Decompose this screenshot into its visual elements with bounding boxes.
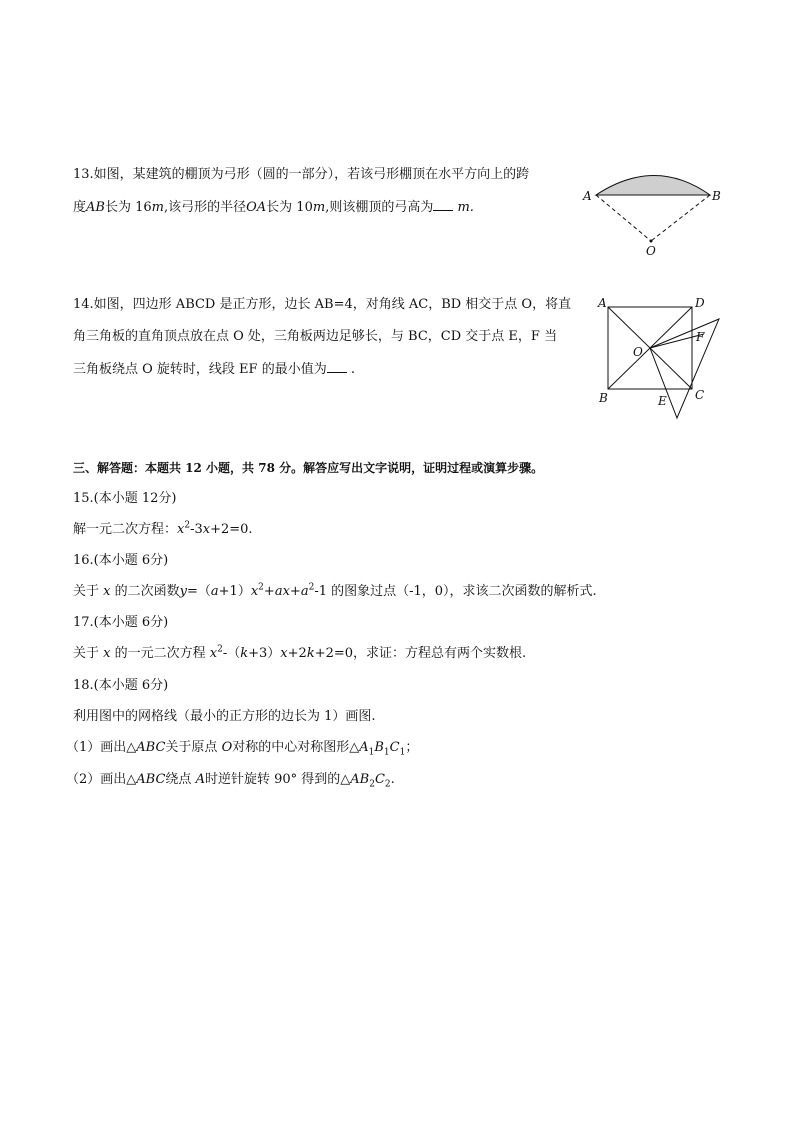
q18-head: 18.(本小题 6分)	[73, 678, 169, 693]
q18-text: （2）画出△	[66, 772, 137, 787]
label-o: O	[646, 244, 656, 258]
q13-unit-end: m.	[457, 200, 474, 215]
q15-sup: 2	[184, 520, 191, 531]
label-b: B	[599, 391, 608, 405]
section-heading: 三、解答题：本题共 12 小题，共 78 分。解答应写出文字说明，证明过程或演算步骤。	[73, 461, 544, 475]
q17-text: +3）	[248, 646, 281, 661]
q13-line-2	[73, 198, 474, 217]
q13-text: 度	[73, 200, 87, 215]
q18-text: 对称的中心对称图形△	[232, 740, 360, 755]
q16-text: +	[289, 584, 301, 599]
q18-sub: 2	[369, 779, 375, 790]
q17-text: -（	[222, 646, 241, 661]
q15-head: 15.(本小题 12分)	[73, 491, 177, 506]
q16-text: 的二次函数	[110, 584, 180, 599]
q13-text: ,该弓形的半径	[163, 200, 247, 215]
q15-text: +2=0.	[210, 522, 253, 537]
q16-text: +1）	[218, 584, 251, 599]
q16-body	[73, 583, 597, 601]
q18-sub: 1	[368, 747, 375, 758]
q16-sup: 2	[258, 582, 264, 593]
label-b: B	[712, 189, 721, 203]
q16-head: 16.(本小题 6分)	[73, 553, 169, 568]
q15-var: x	[202, 522, 211, 537]
q16-var: y	[179, 584, 187, 599]
radius-oa	[596, 195, 651, 241]
q15-text: 解一元二次方程：	[73, 522, 178, 537]
q14-text: 三角板绕点 O 旋转时，线段 EF 的最小值为	[73, 362, 327, 377]
center-point	[650, 240, 653, 243]
q16-text: -1 的图象过点（-1，0），求该二次函数的解析式.	[314, 584, 597, 599]
q14-figure	[592, 292, 732, 422]
q14-line-2: 角三角板的直角顶点放在点 O 处，三角板两边足够长，与 BC，CD 交于点 E，F 当	[73, 329, 558, 344]
q17-var: k	[306, 646, 315, 661]
q18-var: O	[221, 740, 233, 755]
q13-figure	[580, 160, 730, 260]
label-c: C	[695, 388, 705, 402]
q16-text: =（	[186, 584, 211, 599]
q17-var: x	[103, 646, 111, 661]
q18-var: C	[389, 740, 400, 755]
arc-segment	[596, 176, 710, 196]
q18-text: 关于原点	[165, 740, 222, 755]
q18-var: ABC	[136, 772, 166, 787]
q15-body	[73, 521, 253, 539]
q17-var: x	[280, 646, 288, 661]
radius-ob	[651, 195, 710, 241]
q18-text: （1）画出△	[66, 740, 137, 755]
q16-var: x	[250, 584, 259, 599]
q17-var: k	[240, 646, 249, 661]
q13-text: ,则该棚顶的弓高为	[325, 200, 434, 215]
q13-answer-blank	[433, 198, 453, 211]
q17-text: 关于	[73, 646, 104, 661]
q16-var: ax	[274, 584, 290, 599]
q18-item-2	[66, 771, 395, 789]
q18-text: 绕点	[165, 772, 196, 787]
q17-sup: 2	[217, 644, 223, 655]
q17-head: 17.(本小题 6分)	[73, 615, 169, 630]
q18-var: A	[195, 772, 205, 787]
q13-var-oa: OA	[246, 200, 267, 215]
q15-text: -3	[190, 522, 203, 537]
q18-var: ABC	[136, 740, 166, 755]
q17-body	[73, 645, 526, 663]
q13-unit: m	[312, 200, 326, 215]
label-o: O	[633, 345, 643, 359]
q18-sub: 2	[384, 779, 391, 790]
q16-text: 关于	[73, 584, 104, 599]
q13-unit: m	[151, 200, 164, 215]
q17-var: x	[209, 646, 218, 661]
q18-sub: 1	[383, 747, 390, 758]
q18-text: ；	[405, 740, 419, 755]
q18-sub: 1	[399, 747, 406, 758]
label-a: A	[583, 189, 592, 203]
q18-body: 利用图中的网格线（最小的正方形的边长为 1）画图.	[73, 709, 376, 724]
q14-answer-blank	[327, 360, 347, 373]
q16-var: x	[103, 584, 111, 599]
q16-text: +	[263, 584, 275, 599]
q18-text: .	[390, 772, 395, 787]
q18-text: 时逆针旋转 90° 得到的△	[204, 772, 351, 787]
q16-var: a	[210, 584, 219, 599]
q13-var-ab: AB	[86, 200, 105, 215]
q18-var: A	[359, 740, 369, 755]
q18-var: AB	[350, 772, 370, 787]
q18-var: B	[374, 740, 384, 755]
q16-sup: 2	[308, 582, 315, 593]
label-e: E	[658, 394, 667, 408]
q18-item-1	[66, 739, 418, 757]
q13-text: 长为 10	[266, 200, 313, 215]
label-d: D	[695, 296, 705, 310]
q15-var: x	[177, 522, 185, 537]
q13-text: 长为 16	[104, 200, 152, 215]
q14-text: .	[350, 362, 355, 377]
q14-line-3	[73, 360, 355, 379]
q17-text: +2=0，求证：方程总有两个实数根.	[314, 646, 527, 661]
label-a: A	[598, 296, 607, 310]
q17-text: 的一元二次方程	[110, 646, 210, 661]
q17-text: +2	[287, 646, 307, 661]
q13-line-1: 13.如图，某建筑的棚顶为弓形（圆的一部分），若该弓形棚顶在水平方向上的跨	[73, 167, 530, 182]
q16-var: a	[300, 584, 309, 599]
label-f: F	[696, 330, 705, 344]
q14-line-1: 14.如图，四边形 ABCD 是正方形，边长 AB=4，对角线 AC，BD 相交于点 O，将直	[73, 297, 572, 312]
q18-var: C	[374, 772, 385, 787]
